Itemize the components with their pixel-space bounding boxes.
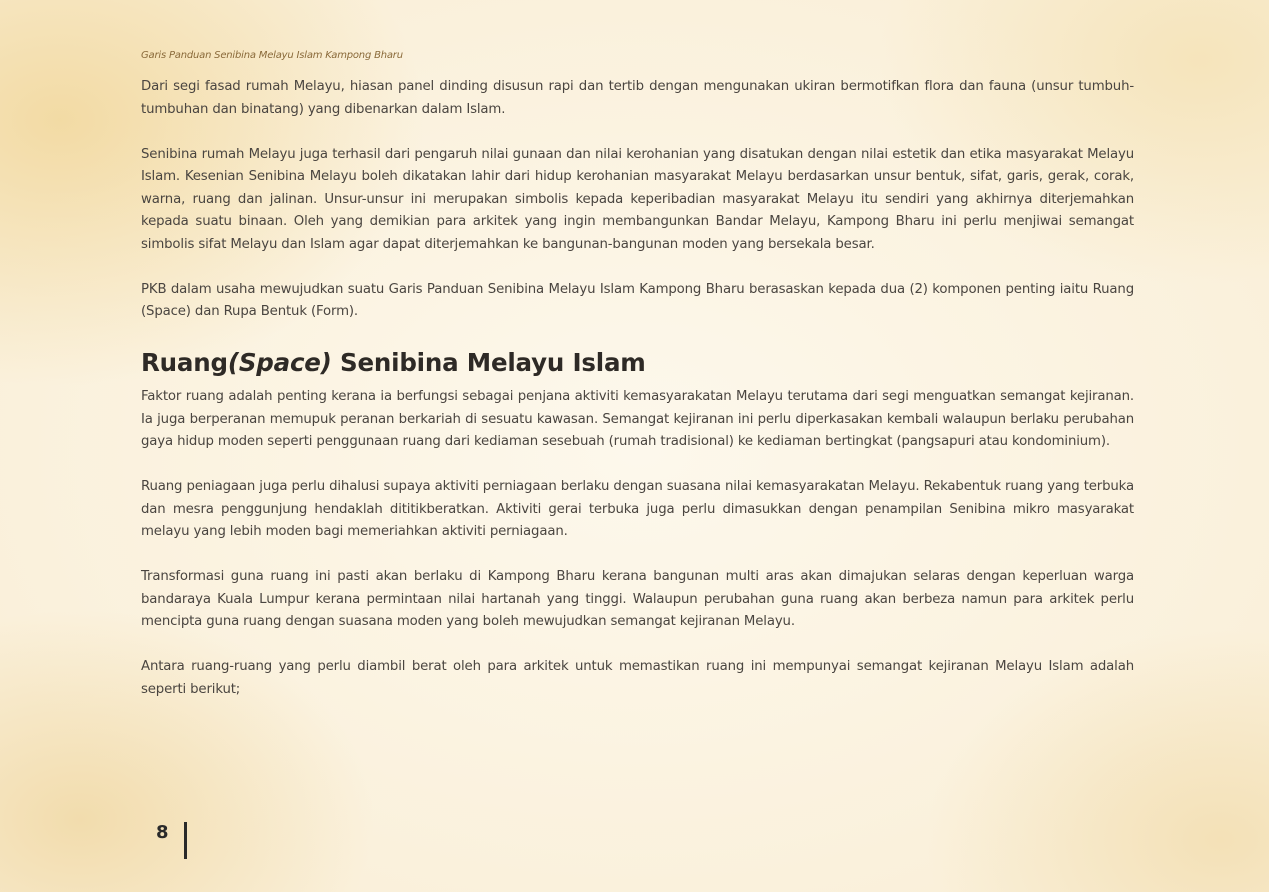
paragraph-transformasi: Transformasi guna ruang ini pasti akan berlaku di Kampong Bharu kerana bangunan multi aras akan dimajukan selaras dengan keperluan warga bandaraya Kuala Lumpur kerana permintaan nilai hartanah yang tinggi. Walaupun perubahan guna ruang akan berbeza namun para arkitek perlu mencipta guna ruang dengan suasana moden yang boleh mewujudkan semangat kejiranan Melayu. (141, 569, 1134, 629)
document-page (141, 50, 1134, 724)
section-heading (141, 346, 1134, 380)
paragraph-fasad: Dari segi fasad rumah Melayu, hiasan panel dinding disusun rapi dan tertib dengan mengunakan ukiran bermotifkan flora dan fauna (unsur tumbuh-tumbuhan dan binatang) yang dibenarkan dalam Islam. (141, 79, 1134, 117)
running-header: Garis Panduan Senibina Melayu Islam Kampong Bharu (141, 50, 403, 61)
paragraph-antara-ruang: Antara ruang-ruang yang perlu diambil berat oleh para arkitek untuk memastikan ruang ini mempunyai semangat kejiranan Melayu Islam adalah seperti berikut; (141, 659, 1134, 697)
section-heading-italic: (Space) (227, 348, 332, 377)
paragraph-pkb: PKB dalam usaha mewujudkan suatu Garis Panduan Senibina Melayu Islam Kampong Bharu berasaskan kepada dua (2) komponen penting iaitu Ruang (Space) dan Rupa Bentuk (Form). (141, 281, 1134, 319)
section-heading-part2: Senibina Melayu Islam (331, 348, 646, 377)
page-number: 8 (156, 822, 169, 843)
paragraph-ruang-peniagaan: Ruang peniagaan juga perlu dihalusi supaya aktiviti perniagaan berlaku dengan suasana nilai kemasyarakatan Melayu. Rekabentuk ruang yang terbuka dan mesra penggunjung hendaklah dititikberatkan. Aktiviti gerai terbuka juga perlu dimasukkan dengan penampilan Senibina mikro masyarakat melayu yang lebih moden bagi memeriahkan aktiviti perniagaan. (141, 479, 1134, 539)
section-heading-part1: Ruang (141, 348, 228, 377)
paragraph-senibina: Senibina rumah Melayu juga terhasil dari pengaruh nilai gunaan dan nilai kerohanian yang disatukan dengan nilai estetik dan etika masyarakat Melayu Islam. Kesenian Senibina Melayu boleh dikatakan lahir dari hidup kerohanian masyarakat Melayu berdasarkan unsur bentuk, sifat, garis, gerak, corak, warna, ruang dan jalinan. Unsur-unsur ini merupakan simbolis kepada keperibadian masyarakat Melayu itu sendiri yang akhirnya diterjemahkan kepada suatu binaan. Oleh yang demikian para arkitek yang ingin membangunkan Bandar Melayu, Kampong Bharu ini perlu menjiwai semangat simbolis sifat Melayu dan Islam agar dapat diterjemahkan ke bangunan-bangunan moden yang bersekala besar. (141, 146, 1134, 252)
page-number-divider (184, 822, 187, 859)
paragraph-faktor-ruang: Faktor ruang adalah penting kerana ia berfungsi sebagai penjana aktiviti kemasyarakatan Melayu terutama dari segi menguatkan semangat kejiranan. Ia juga berperanan memupuk peranan berkariah di sesuatu kawasan. Semangat kejiranan ini perlu diperkasakan kembali walaupun berlaku perubahan gaya hidup moden seperti penggunaan ruang dari kediaman sesebuah (rumah tradisional) ke kediaman bertingkat (pangsapuri atau kondominium). (141, 389, 1134, 449)
